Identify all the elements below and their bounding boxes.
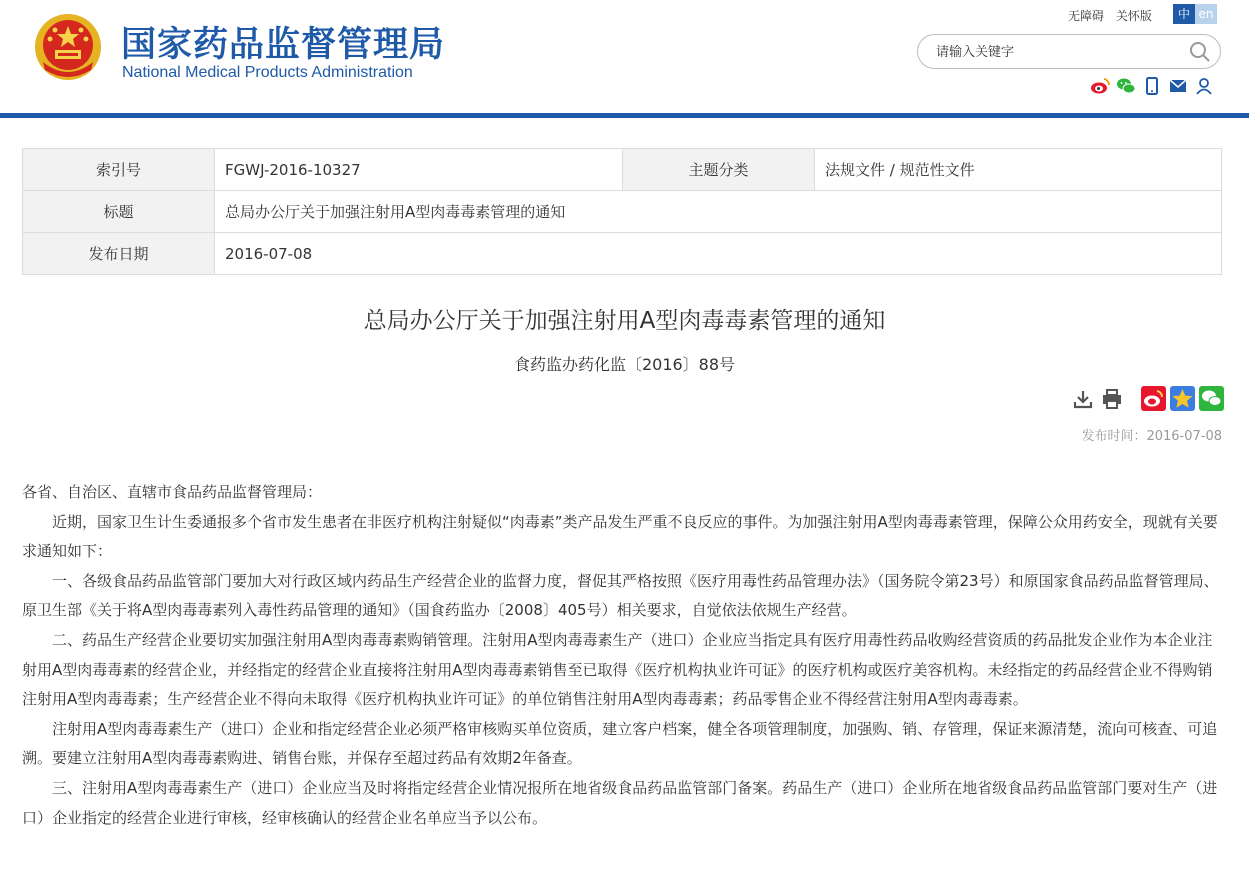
top-links <box>1068 7 1160 24</box>
national-emblem-icon[interactable] <box>33 12 103 82</box>
weibo-icon[interactable] <box>1090 76 1110 96</box>
mail-icon[interactable] <box>1168 76 1188 96</box>
article-paragraph: 近期，国家卫生计生委通报多个省市发生患者在非医疗机构注射疑似“肉毒素”类产品发生严重不良反应的事件。为加强注射用A型肉毒毒素管理，保障公众用药安全，现就有关要求通知如下： <box>22 512 1218 561</box>
care-mode-link[interactable]: 关怀版 <box>1115 9 1152 23</box>
title-value: 总局办公厅关于加强注射用A型肉毒毒素管理的通知 <box>215 191 1222 233</box>
share-qzone-icon[interactable] <box>1170 386 1195 411</box>
table-row <box>23 233 1222 275</box>
site-name-en[interactable]: National Medical Products Administration <box>122 64 413 81</box>
social-icons <box>1090 76 1214 96</box>
accessibility-link[interactable]: 无障碍 <box>1068 9 1105 23</box>
article-tools <box>1072 386 1224 411</box>
index-label: 索引号 <box>23 149 215 191</box>
lang-zh-button[interactable]: 中 <box>1173 4 1195 24</box>
share-weibo-icon[interactable] <box>1141 386 1166 411</box>
share-wechat-icon[interactable] <box>1199 386 1224 411</box>
date-label: 发布日期 <box>23 233 215 275</box>
title-label: 标题 <box>23 191 215 233</box>
topic-value: 法规文件 / 规范性文件 <box>815 149 1222 191</box>
date-value: 2016-07-08 <box>215 233 1222 275</box>
document-number: 食药监办药化监〔2016〕88号 <box>513 355 736 374</box>
wechat-icon[interactable] <box>1116 76 1136 96</box>
article-title: 总局办公厅关于加强注射用A型肉毒毒素管理的通知 <box>363 308 886 334</box>
user-icon[interactable] <box>1194 76 1214 96</box>
site-header <box>0 0 1249 113</box>
table-row <box>23 149 1222 191</box>
article-paragraph: 二、药品生产经营企业要切实加强注射用A型肉毒毒素购销管理。注射用A型肉毒毒素生产（进口）企业应当指定具有医疗用毒性药品收购经营资质的药品批发企业作为本企业注射用A型肉毒毒素的经营企业，并经指定的经营企业直接将注射用A型肉毒毒素销售至已取得《医疗机构执业许可证》的医疗机构或医疗美容机构。未经指定的药品经营企业不得购销注射用A型肉毒毒素；生产经营企业不得向未取得《医疗机构执业许可证》的单位销售注射用A型肉毒毒素；药品零售企业不得经营注射用A型肉毒毒素。 <box>22 630 1213 709</box>
table-row <box>23 191 1222 233</box>
article-paragraph: 三、注射用A型肉毒毒素生产（进口）企业应当及时将指定经营企业情况报所在地省级食品药品监管部门备案。药品生产（进口）企业所在地省级食品药品监管部门要对生产（进口）企业指定的经营企业进行审核，经审核确认的经营企业名单应当予以公布。 <box>22 778 1218 827</box>
article-body <box>22 478 1222 833</box>
print-icon[interactable] <box>1101 388 1123 410</box>
site-name-cn[interactable]: 国家药品监督管理局 <box>121 25 446 65</box>
mobile-icon[interactable] <box>1142 76 1162 96</box>
publish-time: 发布时间：2016-07-08 <box>1081 429 1222 444</box>
article-paragraph: 一、各级食品药品监管部门要加大对行政区域内药品生产经营企业的监督力度，督促其严格按照《医疗用毒性药品管理办法》（国务院令第23号）和原国家食品药品监督管理局、原卫生部《关于将A型肉毒毒素列入毒性药品管理的通知》（国食药监办〔2008〕405号）相关要求，自觉依法依规生产经营。 <box>22 571 1219 620</box>
language-switch <box>1173 4 1217 24</box>
article-paragraph: 各省、自治区、直辖市食品药品监督管理局： <box>22 483 323 501</box>
download-icon[interactable] <box>1072 388 1094 410</box>
topic-label: 主题分类 <box>623 149 815 191</box>
document-info-table <box>22 148 1222 275</box>
search-input[interactable] <box>936 42 1176 62</box>
header-divider-bar <box>0 113 1249 118</box>
search-icon[interactable] <box>1188 40 1212 64</box>
lang-en-button[interactable]: en <box>1195 4 1217 24</box>
article-paragraph: 注射用A型肉毒毒素生产（进口）企业和指定经营企业必须严格审核购买单位资质，建立客户档案，健全各项管理制度，加强购、销、存管理，保证来源清楚，流向可核查、可追溯。要建立注射用A型肉毒毒素购进、销售台账，并保存至超过药品有效期2年备查。 <box>22 719 1218 768</box>
search-box <box>917 34 1221 69</box>
index-value: FGWJ-2016-10327 <box>215 149 623 191</box>
